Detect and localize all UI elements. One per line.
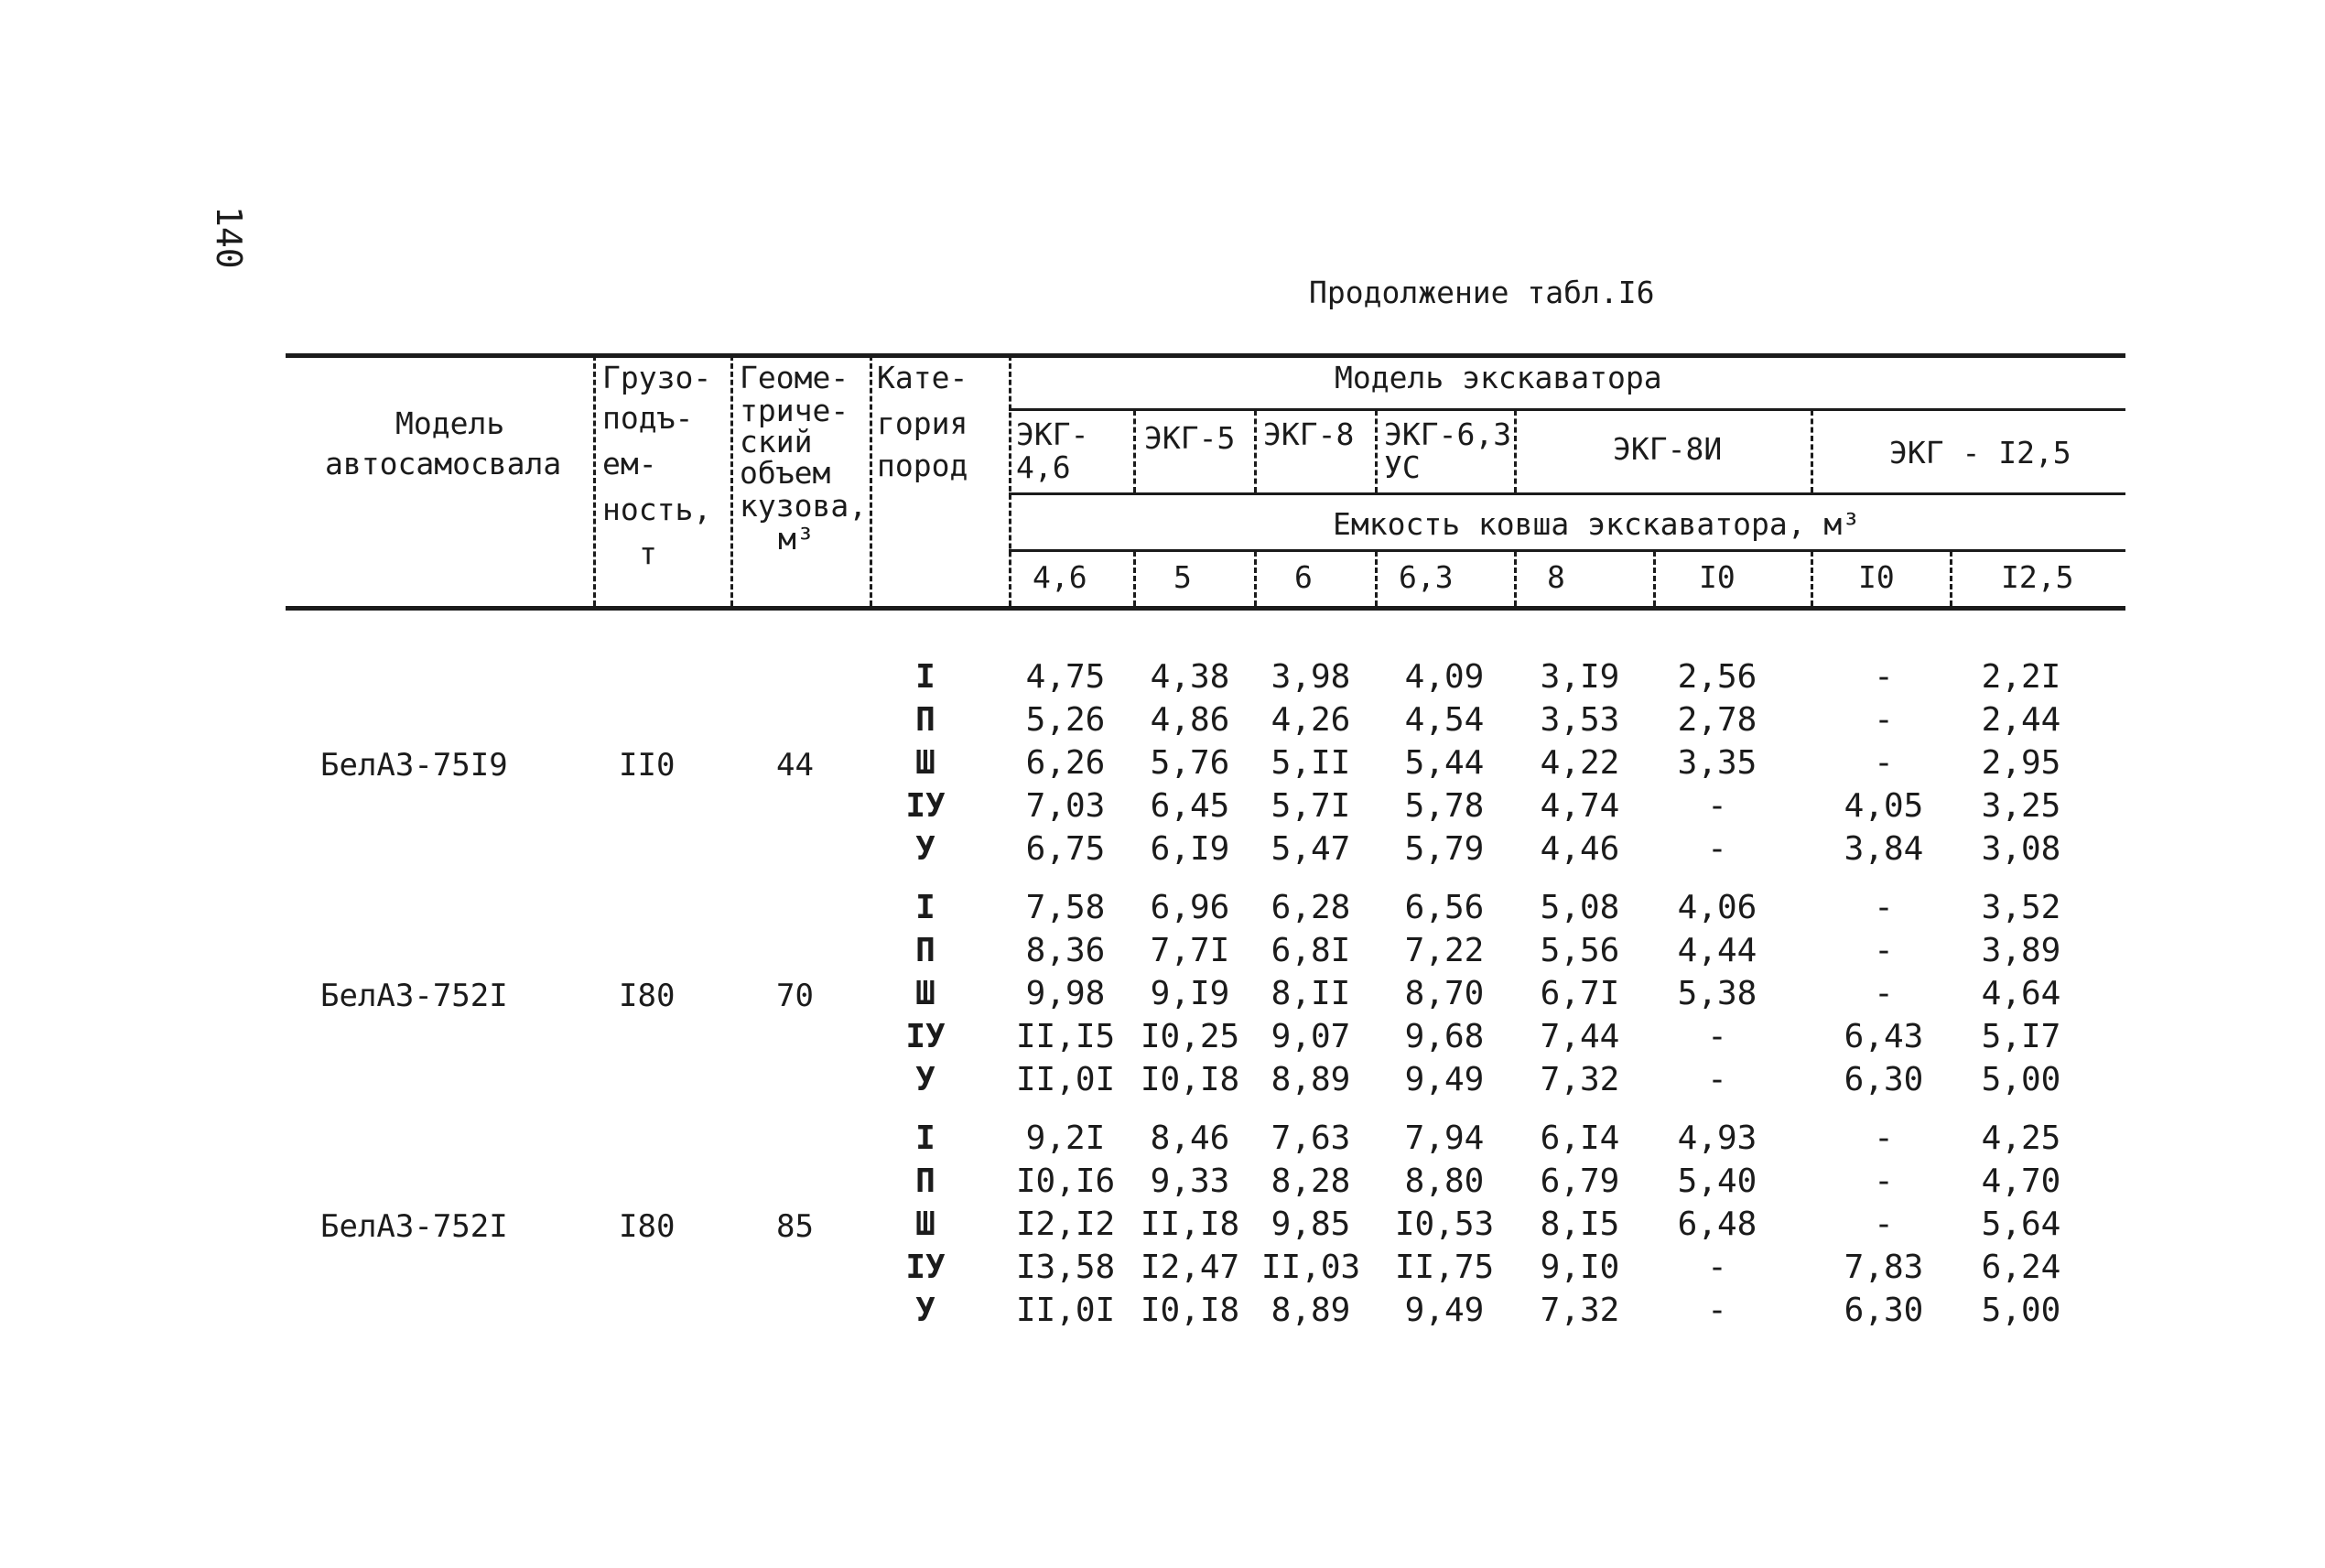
table-cell: 5,38: [1677, 975, 1757, 1012]
table-cell: 6,48: [1677, 1206, 1757, 1243]
table-cell: 6,79: [1540, 1162, 1620, 1200]
header-payload-4: ность,: [602, 492, 712, 527]
header-category-2: гория: [877, 406, 968, 441]
header-category-1: Кате-: [877, 360, 968, 395]
table-cell: 6,24: [1981, 1249, 2061, 1286]
table-cell: 7,58: [1025, 889, 1106, 926]
table-cell: -: [1707, 1249, 1727, 1286]
table-cell: 6,56: [1404, 889, 1485, 926]
table-cell: 4,25: [1981, 1119, 2061, 1157]
rock-category: П: [915, 701, 935, 739]
table-cell: 6,96: [1150, 889, 1230, 926]
table-cell: 9,68: [1404, 1018, 1485, 1055]
page-number: 140: [209, 206, 249, 269]
cap-sep-10b: [1811, 551, 1813, 606]
rock-category: IУ: [905, 1249, 946, 1286]
rock-category: I: [915, 658, 935, 696]
header-ekg125: ЭКГ - I2,5: [1889, 435, 2071, 470]
table-cell: 7,7I: [1150, 932, 1230, 969]
table-top-rule: [286, 353, 2125, 358]
table-cell: 8,I5: [1540, 1206, 1620, 1243]
table-cell: 5,26: [1025, 701, 1106, 739]
table-cell: 5,47: [1271, 830, 1351, 868]
payload-value: II0: [619, 747, 676, 784]
table-cell: 9,33: [1150, 1162, 1230, 1200]
table-cell: 8,89: [1271, 1061, 1351, 1098]
header-ekg5: ЭКГ-5: [1144, 420, 1236, 456]
table-cell: 5,78: [1404, 787, 1485, 825]
table-cell: 9,49: [1404, 1061, 1485, 1098]
table-cell: -: [1874, 1162, 1894, 1200]
table-cell: I2,I2: [1015, 1206, 1116, 1243]
table-cell: 6,45: [1150, 787, 1230, 825]
table-cell: 5,64: [1981, 1206, 2061, 1243]
table-cell: 4,54: [1404, 701, 1485, 739]
table-cell: 7,22: [1404, 932, 1485, 969]
table-cell: 6,43: [1844, 1018, 1924, 1055]
table-cell: 3,35: [1677, 744, 1757, 782]
table-cell: 6,I4: [1540, 1119, 1620, 1157]
table-cell: II,I5: [1015, 1018, 1116, 1055]
header-excavator-model: Модель экскаватора: [1335, 360, 1662, 395]
col-sep-category: [870, 355, 872, 606]
rock-category: I: [915, 889, 935, 926]
rule-under-capacity-caption: [1009, 549, 2125, 552]
table-cell: 5,40: [1677, 1162, 1757, 1200]
table-cell: -: [1707, 1292, 1727, 1329]
header-payload-5: т: [639, 535, 657, 571]
payload-value: I80: [619, 978, 676, 1014]
header-ekg46-line2: 4,6: [1016, 449, 1071, 485]
table-cell: 7,03: [1025, 787, 1106, 825]
truck-model: БелАЗ-752I: [320, 978, 508, 1014]
header-capacity-2: 5: [1173, 559, 1192, 595]
header-capacity-1: 4,6: [1033, 559, 1087, 595]
rule-under-excavator-names: [1009, 492, 2125, 495]
table-cell: 5,I7: [1981, 1018, 2061, 1055]
truck-model: БелАЗ-75I9: [320, 747, 508, 784]
cap-sep-8: [1514, 551, 1517, 606]
table-cell: -: [1874, 932, 1894, 969]
header-capacity-5: 8: [1547, 559, 1565, 595]
header-capacity-8: I2,5: [2001, 559, 2074, 595]
table-cell: 9,07: [1271, 1018, 1351, 1055]
table-cell: 7,83: [1844, 1249, 1924, 1286]
table-cell: 7,94: [1404, 1119, 1485, 1157]
header-volume-3: ский: [740, 424, 813, 460]
table-cell: -: [1874, 744, 1894, 782]
rock-category: IУ: [905, 1018, 946, 1055]
header-capacity-6: I0: [1699, 559, 1736, 595]
col-sep-volume: [730, 355, 733, 606]
table-cell: 8,28: [1271, 1162, 1351, 1200]
table-cell: 6,28: [1271, 889, 1351, 926]
table-cell: 4,44: [1677, 932, 1757, 969]
table-cell: 5,76: [1150, 744, 1230, 782]
cap-sep-6: [1254, 551, 1257, 606]
table-cell: 5,00: [1981, 1061, 2061, 1098]
table-cell: 9,85: [1271, 1206, 1351, 1243]
header-ekg63-line2: УС: [1384, 449, 1421, 485]
table-cell: I0,I8: [1140, 1061, 1240, 1098]
table-cell: 4,93: [1677, 1119, 1757, 1157]
table-cell: 3,I9: [1540, 658, 1620, 696]
col-sep-ekg8i: [1514, 410, 1517, 492]
col-sep-ekg63: [1375, 410, 1378, 492]
rock-category: I: [915, 1119, 935, 1157]
table-cell: 3,89: [1981, 932, 2061, 969]
header-model-line2: автосамосвала: [325, 446, 562, 481]
continuation-caption: Продолжение табл.I6: [1309, 275, 1655, 310]
table-cell: -: [1707, 1061, 1727, 1098]
table-cell: I0,I6: [1015, 1162, 1116, 1200]
table-cell: 9,98: [1025, 975, 1106, 1012]
cap-sep-125: [1950, 551, 1952, 606]
header-volume-2: триче-: [740, 393, 849, 428]
rock-category: У: [915, 830, 935, 868]
rock-category: П: [915, 932, 935, 969]
table-cell: 6,30: [1844, 1061, 1924, 1098]
table-cell: -: [1874, 1206, 1894, 1243]
cap-sep-10a: [1653, 551, 1656, 606]
table-cell: 4,46: [1540, 830, 1620, 868]
table-cell: 5,08: [1540, 889, 1620, 926]
table-cell: 6,75: [1025, 830, 1106, 868]
header-ekg46-line1: ЭКГ-: [1016, 416, 1089, 452]
header-payload-1: Грузо-: [602, 360, 712, 395]
table-cell: 4,06: [1677, 889, 1757, 926]
table-cell: 8,36: [1025, 932, 1106, 969]
header-capacity-7: I0: [1858, 559, 1895, 595]
table-cell: 7,44: [1540, 1018, 1620, 1055]
header-capacity-3: 6: [1294, 559, 1313, 595]
header-bottom-rule: [286, 606, 2125, 611]
volume-value: 44: [776, 747, 814, 784]
header-bucket-capacity: Емкость ковша экскаватора, м³: [1333, 506, 1861, 542]
table-cell: 6,7I: [1540, 975, 1620, 1012]
table-cell: 4,38: [1150, 658, 1230, 696]
truck-model: БелАЗ-752I: [320, 1208, 508, 1245]
rock-category: П: [915, 1162, 935, 1200]
table-cell: I3,58: [1015, 1249, 1116, 1286]
table-cell: 8,46: [1150, 1119, 1230, 1157]
table-cell: 8,II: [1271, 975, 1351, 1012]
col-sep-ekg8: [1254, 410, 1257, 492]
table-cell: 4,64: [1981, 975, 2061, 1012]
table-cell: 3,53: [1540, 701, 1620, 739]
header-volume-5: кузова,: [740, 488, 868, 524]
table-cell: 3,52: [1981, 889, 2061, 926]
table-cell: II,0I: [1015, 1292, 1116, 1329]
header-payload-3: ем-: [602, 446, 657, 481]
table-cell: II,75: [1394, 1249, 1495, 1286]
table-cell: 3,25: [1981, 787, 2061, 825]
table-cell: -: [1874, 975, 1894, 1012]
rock-category: У: [915, 1292, 935, 1329]
rock-category: Ш: [915, 744, 935, 782]
table-cell: -: [1707, 787, 1727, 825]
col-sep-excavators: [1009, 355, 1011, 606]
table-cell: 2,2I: [1981, 658, 2061, 696]
table-cell: -: [1707, 1018, 1727, 1055]
table-cell: 4,70: [1981, 1162, 2061, 1200]
table-cell: 4,22: [1540, 744, 1620, 782]
col-sep-payload: [593, 355, 596, 606]
table-cell: I2,47: [1140, 1249, 1240, 1286]
table-cell: 2,95: [1981, 744, 2061, 782]
table-cell: 4,74: [1540, 787, 1620, 825]
table-cell: 8,89: [1271, 1292, 1351, 1329]
table-cell: 4,09: [1404, 658, 1485, 696]
table-cell: 5,79: [1404, 830, 1485, 868]
table-cell: 9,2I: [1025, 1119, 1106, 1157]
table-cell: 4,05: [1844, 787, 1924, 825]
table-cell: II,I8: [1140, 1206, 1240, 1243]
table-cell: 2,78: [1677, 701, 1757, 739]
table-cell: 7,32: [1540, 1292, 1620, 1329]
header-volume-1: Геоме-: [740, 360, 849, 395]
table-cell: -: [1874, 889, 1894, 926]
rock-category: Ш: [915, 1206, 935, 1243]
table-cell: 9,I9: [1150, 975, 1230, 1012]
table-cell: -: [1707, 830, 1727, 868]
header-volume-4: объем: [740, 455, 831, 491]
table-cell: II,0I: [1015, 1061, 1116, 1098]
table-cell: 6,30: [1844, 1292, 1924, 1329]
rock-category: У: [915, 1061, 935, 1098]
table-cell: 5,7I: [1271, 787, 1351, 825]
table-cell: 7,63: [1271, 1119, 1351, 1157]
table-cell: 5,56: [1540, 932, 1620, 969]
table-cell: -: [1874, 658, 1894, 696]
table-cell: 2,56: [1677, 658, 1757, 696]
table-cell: 3,84: [1844, 830, 1924, 868]
volume-value: 70: [776, 978, 814, 1014]
header-ekg8i: ЭКГ-8И: [1613, 431, 1723, 467]
header-ekg63-line1: ЭКГ-6,3: [1384, 416, 1512, 452]
header-volume-6: м³: [778, 521, 815, 557]
header-category-3: пород: [877, 448, 968, 483]
header-model-line1: Модель: [395, 406, 505, 441]
table-cell: 9,I0: [1540, 1249, 1620, 1286]
header-payload-2: подъ-: [602, 400, 694, 436]
table-cell: 5,44: [1404, 744, 1485, 782]
table-cell: 3,98: [1271, 658, 1351, 696]
col-sep-ekg125: [1811, 410, 1813, 492]
rock-category: Ш: [915, 975, 935, 1012]
table-cell: 6,I9: [1150, 830, 1230, 868]
table-cell: I0,25: [1140, 1018, 1240, 1055]
table-cell: 5,II: [1271, 744, 1351, 782]
table-cell: I0,I8: [1140, 1292, 1240, 1329]
volume-value: 85: [776, 1208, 814, 1245]
col-sep-ekg5: [1133, 410, 1136, 492]
table-cell: 8,70: [1404, 975, 1485, 1012]
cap-sep-63: [1375, 551, 1378, 606]
table-cell: I0,53: [1394, 1206, 1495, 1243]
header-capacity-4: 6,3: [1399, 559, 1454, 595]
table-cell: 9,49: [1404, 1292, 1485, 1329]
rock-category: IУ: [905, 787, 946, 825]
payload-value: I80: [619, 1208, 676, 1245]
cap-sep-5: [1133, 551, 1136, 606]
table-cell: 8,80: [1404, 1162, 1485, 1200]
table-cell: 7,32: [1540, 1061, 1620, 1098]
table-cell: 5,00: [1981, 1292, 2061, 1329]
header-ekg8: ЭКГ-8: [1263, 416, 1355, 452]
table-cell: 2,44: [1981, 701, 2061, 739]
table-cell: 6,8I: [1271, 932, 1351, 969]
table-cell: 4,26: [1271, 701, 1351, 739]
table-cell: 4,75: [1025, 658, 1106, 696]
table-cell: -: [1874, 701, 1894, 739]
table-cell: 4,86: [1150, 701, 1230, 739]
table-cell: -: [1874, 1119, 1894, 1157]
table-cell: II,03: [1260, 1249, 1361, 1286]
table-cell: 3,08: [1981, 830, 2061, 868]
table-cell: 6,26: [1025, 744, 1106, 782]
rule-under-model-caption: [1009, 408, 2125, 411]
